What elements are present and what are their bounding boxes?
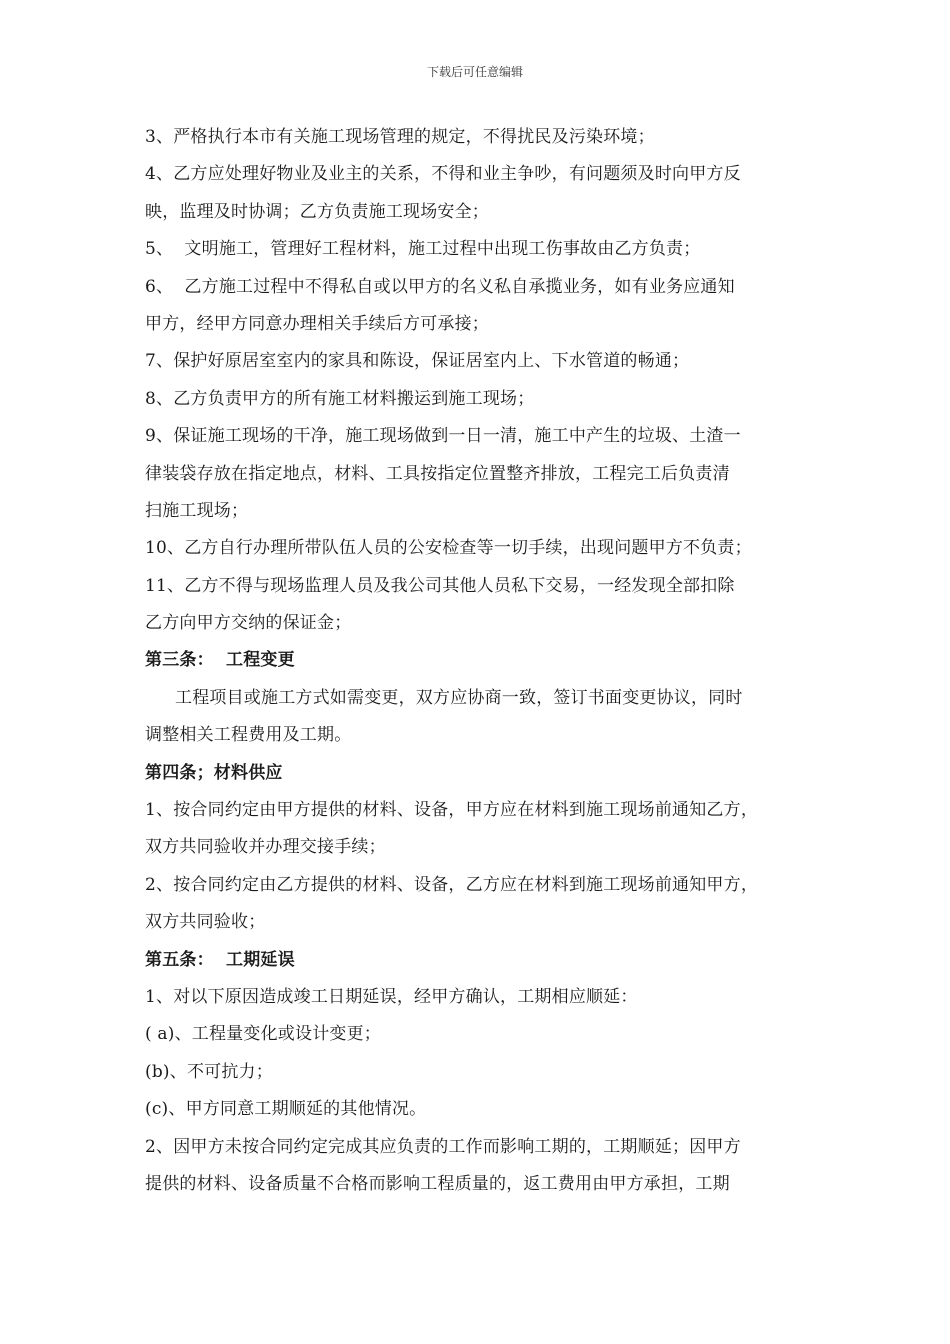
article-4-item-1-cont: 双方共同验收并办理交接手续； <box>145 837 386 858</box>
document-body <box>145 119 825 1203</box>
clause-3-item-7: 7、保护好原居室室内的家具和陈设，保证居室内上、下水管道的畅通； <box>145 351 690 372</box>
clause-3-item-9-cont-2: 扫施工现场； <box>145 500 249 521</box>
article-4-item-1: 1、按合同约定由甲方提供的材料、设备，甲方应在材料到施工现场前通知乙方， <box>145 800 759 821</box>
article-4-item-2: 2、按合同约定由乙方提供的材料、设备，乙方应在材料到施工现场前通知甲方， <box>145 874 759 895</box>
article-5-item-1-a: ( a)、工程量变化或设计变更； <box>145 1024 382 1045</box>
clause-3-item-5: 5、 文明施工，管理好工程材料，施工过程中出现工伤事故由乙方负责； <box>145 239 701 260</box>
section-heading-article-5: 第五条： 工期延误 <box>145 949 295 970</box>
article-5-item-1: 1、对以下原因造成竣工日期延误，经甲方确认，工期相应顺延： <box>145 986 638 1007</box>
article-4-item-2-cont: 双方共同验收； <box>145 912 266 933</box>
clause-3-item-9-cont-1: 律装袋存放在指定地点，材料、工具按指定位置整齐排放，工程完工后负责清 <box>145 463 730 484</box>
clause-3-item-9: 9、保证施工现场的干净，施工现场做到一日一清，施工中产生的垃圾、土渣一 <box>145 426 741 447</box>
article-5-item-2-cont: 提供的材料、设备质量不合格而影响工程质量的，返工费用由甲方承担，工期 <box>145 1173 730 1194</box>
clause-3-item-4-cont: 映，监理及时协调；乙方负责施工现场安全； <box>145 201 489 222</box>
clause-3-item-4: 4、乙方应处理好物业及业主的关系，不得和业主争吵，有问题须及时向甲方反 <box>145 164 741 185</box>
article-5-item-1-b: (b)、不可抗力； <box>145 1061 273 1082</box>
article-3-paragraph: 工程项目或施工方式如需变更，双方应协商一致，签订书面变更协议，同时 <box>175 687 743 708</box>
clause-3-item-11-cont: 乙方向甲方交纳的保证金； <box>145 613 352 634</box>
clause-3-item-3: 3、严格执行本市有关施工现场管理的规定，不得扰民及污染环境； <box>145 127 655 147</box>
article-5-item-2: 2、因甲方未按合同约定完成其应负责的工作而影响工期的，工期顺延；因甲方 <box>145 1136 741 1157</box>
section-heading-article-3: 第三条： 工程变更 <box>145 650 295 671</box>
article-3-paragraph-cont: 调整相关工程费用及工期。 <box>145 725 352 746</box>
clause-3-item-10: 10、乙方自行办理所带队伍人员的公安检查等一切手续，出现问题甲方不负责； <box>145 538 752 559</box>
page-header: 下载后可任意编辑 <box>426 65 523 79</box>
article-5-item-1-c: (c)、甲方同意工期顺延的其他情况。 <box>145 1099 427 1120</box>
clause-3-item-11: 11、乙方不得与现场监理人员及我公司其他人员私下交易，一经发现全部扣除 <box>145 575 735 596</box>
clause-3-item-6-cont: 甲方，经甲方同意办理相关手续后方可承接； <box>145 313 489 334</box>
section-heading-article-4: 第四条；材料供应 <box>145 762 283 783</box>
clause-3-item-6: 6、 乙方施工过程中不得私自或以甲方的名义私自承揽业务，如有业务应通知 <box>145 276 735 297</box>
clause-3-item-8: 8、乙方负责甲方的所有施工材料搬运到施工现场； <box>145 388 535 409</box>
